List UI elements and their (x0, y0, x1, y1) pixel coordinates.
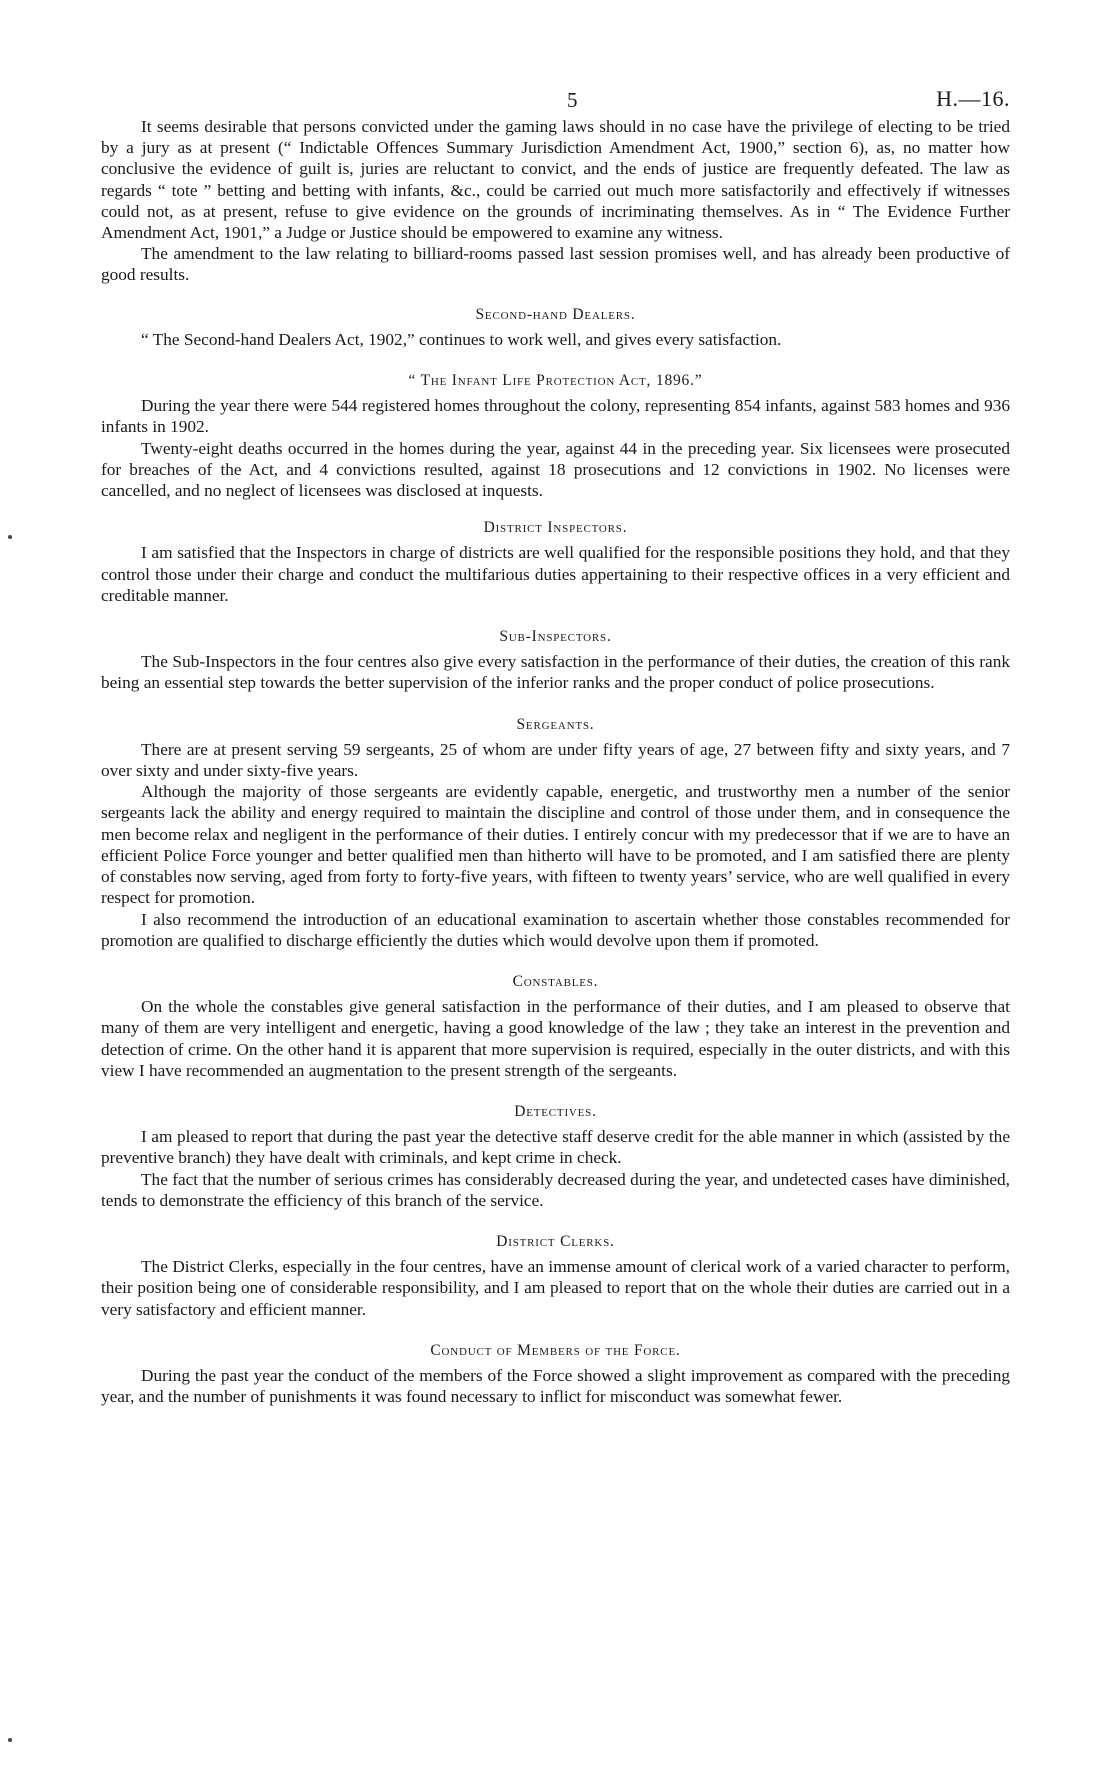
page-number: 5 (567, 88, 578, 112)
paragraph: “ The Second-hand Dealers Act, 1902,” continues to work well, and gives every satisfaction. (141, 329, 782, 349)
section-heading-constables: Constables. (512, 972, 599, 990)
paragraph: During the past year the conduct of the members of the Force showed a slight improvement as compared with the preceding year, and the number of punishments it was found necessary to inflict for misconduct was somewhat fewer. (101, 1365, 1010, 1407)
paragraph: The amendment to the law relating to billiard-rooms passed last session promises well, and has already been productive of good results. (101, 244, 1010, 285)
paragraph: Although the majority of those sergeants are evidently capable, energetic, and trustworthy men a number of the senior sergeants lack the ability and energy required to maintain the discipline and control of those under them, and in consequence the men become relax and negligent in the performance of their duties. I entirely concur with my predecessor that if we are to have an efficient Police Force younger and better qualified men than hitherto will have to be promoted, and I am satisfied there are plenty of constables now serving, aged from forty to forty-five years, with fifteen to twenty years’ service, who are well qualified in every respect for promotion. (101, 782, 1010, 908)
margin-dot (8, 535, 12, 539)
section-heading-district-clerks: District Clerks. (496, 1232, 615, 1250)
section-heading-infant-life-protection: “ The Infant Life Protection Act, 1896.” (408, 372, 703, 390)
page-header (101, 0, 1010, 116)
paragraph: I also recommend the introduction of an educational examination to ascertain whether those constables recommended for promotion are qualified to discharge efficiently the duties which would devolve upon them if promoted. (101, 909, 1010, 950)
document-body (101, 116, 1010, 1407)
paragraph: On the whole the constables give general satisfaction in the performance of their duties, and I am pleased to observe that many of them are very intelligent and energetic, having a good knowledge of the law ; they take an interest in the prevention and detection of crime. On the other hand it is apparent that more supervision is required, especially in the outer districts, and with this view I have recommended an augmentation to the present strength of the sergeants. (101, 997, 1010, 1080)
section-heading-second-hand-dealers: Second-hand Dealers. (475, 305, 636, 323)
paragraph: I am satisfied that the Inspectors in charge of districts are well qualified for the responsible positions they hold, and that they control those under their charge and conduct the multifarious duties appertaining to their respective offices in a very efficient and creditable manner. (101, 543, 1010, 605)
section-heading-district-inspectors: District Inspectors. (483, 519, 628, 537)
section-heading-detectives: Detectives. (514, 1102, 597, 1120)
paragraph: There are at present serving 59 sergeants, 25 of whom are under fifty years of age, 27 between fifty and sixty years, and 7 over sixty and under sixty-five years. (101, 739, 1010, 781)
document-reference: H.—16. (936, 86, 1010, 111)
paragraph: I am pleased to report that during the past year the detective staff deserve credit for the able manner in which (assisted by the preventive branch) they have dealt with criminals, and kept crime in check. (101, 1127, 1010, 1168)
section-heading-conduct: Conduct of Members of the Force. (430, 1341, 681, 1359)
margin-dot (8, 1738, 12, 1742)
paragraph: The fact that the number of serious crimes has considerably decreased during the year, and undetected cases have diminished, tends to demonstrate the efficiency of this branch of the service. (101, 1169, 1010, 1210)
paragraph: The Sub-Inspectors in the four centres also give every satisfaction in the performance of their duties, the creation of this rank being an essential step towards the better supervision of the inferior ranks and the proper conduct of police prosecutions. (101, 652, 1010, 693)
paragraph: During the year there were 544 registered homes throughout the colony, representing 854 infants, against 583 homes and 936 infants in 1902. (101, 396, 1010, 437)
paragraph: It seems desirable that persons convicted under the gaming laws should in no case have the privilege of electing to be tried by a jury as at present (“ Indictable Offences Summary Jurisdiction Amendment Act, 1900,” section 6), as, no matter how conclusive the evidence of guilt is, juries are reluctant to convict, and the ends of justice are frequently defeated. The law as regards “ tote ” betting and betting with infants, &c., could be carried out much more satisfactorily and effectively if witnesses could not, as at present, refuse to give evidence on the grounds of incriminating themselves. As in “ The Evidence Further Amendment Act, 1901,” a Judge or Justice should be empowered to examine any witness. (101, 117, 1010, 243)
paragraph: Twenty-eight deaths occurred in the homes during the year, against 44 in the preceding year. Six licensees were prosecuted for breaches of the Act, and 4 convictions resulted, against 18 prosecutions and 12 convictions in 1902. No licenses were cancelled, and no neglect of licensees was disclosed at inquests. (101, 438, 1010, 501)
paragraph: The District Clerks, especially in the four centres, have an immense amount of clerical work of a varied character to perform, their position being one of considerable responsibility, and I am pleased to report that on the whole their duties are carried out in a very satisfactory and efficient manner. (101, 1257, 1010, 1319)
section-heading-sergeants: Sergeants. (516, 715, 595, 733)
section-heading-sub-inspectors: Sub-Inspectors. (499, 628, 612, 646)
